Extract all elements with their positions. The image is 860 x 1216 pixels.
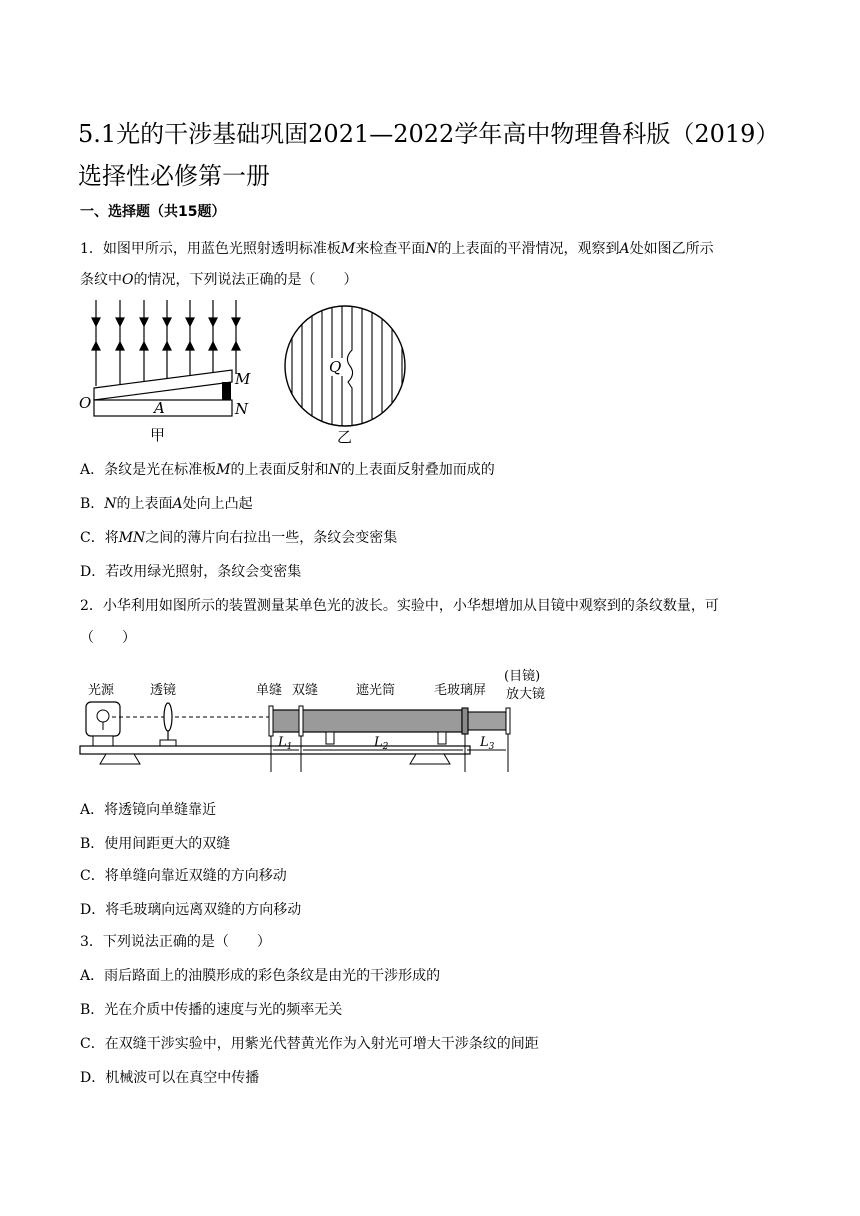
light-arrow [163,300,171,380]
label-single-slit: 单缝 [256,683,283,698]
q3-option-a: A．雨后路面上的油膜形成的彩色条纹是由光的干涉形成的 [80,968,441,984]
label-n: N [235,400,249,418]
glass-screen [462,708,468,734]
q1-figure-a [76,298,266,448]
bench-foot [100,754,140,764]
figure-a-caption: 甲 [150,426,166,444]
label-tube: 遮光筒 [356,683,396,698]
q2-apparatus-figure [78,664,558,776]
field-of-view-circle [285,306,405,426]
dimension-l2: $L_2$ [374,735,389,752]
bulb [97,710,109,722]
q1-figure-b [280,298,410,450]
q2-option-d: D．将毛玻璃向远离双缝的方向移动 [80,902,302,918]
thin-spacer [222,382,231,400]
light-arrow [186,300,194,378]
q1-stem-line-2: 条纹中O的情况，下列说法正确的是（ ） [80,272,358,288]
light-arrow [116,300,124,384]
q2-stem-line-1: 2．小华利用如图所示的装置测量某单色光的波长。实验中，小华想增加从目镜中观察到的条纹数量，可 [80,598,719,614]
lens [164,703,172,731]
q2-stem-line-2: （ ） [80,630,136,646]
q1-option-a: A．条纹是光在标准板M的上表面反射和N的上表面反射叠加而成的 [80,462,495,478]
label-q: Q [329,358,342,376]
single-slit [269,706,273,736]
q2-option-b: B．使用间距更大的双缝 [80,836,231,852]
standard-plate-m [94,370,232,400]
q3-option-c: C．在双缝干涉实验中，用紫光代替黄光作为入射光可增大干涉条纹的间距 [80,1036,539,1052]
label-o: O [79,394,92,412]
dimension-l1: $L_1$ [278,735,293,752]
label-eyepiece-2: 放大镜 [506,687,546,702]
magnifier [506,708,510,734]
light-arrow [209,300,217,376]
label-m: M [235,370,251,388]
label-light-source: 光源 [88,683,115,698]
label-lens: 透镜 [150,683,177,698]
double-slit [299,706,303,736]
q3-option-d: D．机械波可以在真空中传播 [80,1070,260,1086]
light-arrow [92,300,100,386]
q1-option-c: C．将MN之间的薄片向右拉出一些，条纹会变密集 [80,530,398,546]
light-source-stand [93,736,113,746]
figure-b-caption: 乙 [337,428,353,446]
q2-option-a: A．将透镜向单缝靠近 [80,802,217,818]
q1-stem-line-1: 1．如图甲所示，用蓝色光照射透明标准板M来检查平面N的上表面的平滑情况，观察到A处如图乙所示 [80,241,714,257]
q3-option-b: B．光在介质中传播的速度与光的频率无关 [80,1002,343,1018]
label-eyepiece-1: (目镜) [504,669,541,684]
lens-stand [160,740,176,746]
bench-foot [410,754,450,764]
document-title: 5.1光的干涉基础巩固2021—2022学年高中物理鲁科版（2019）选择性必修第一册 [78,120,780,190]
light-arrow [232,300,240,374]
label-double-slit: 双缝 [292,683,319,698]
q1-option-b: B．N的上表面A处向上凸起 [80,496,253,512]
label-screen: 毛玻璃屏 [434,683,487,698]
q3-stem: 3．下列说法正确的是（ ） [80,934,271,950]
section-heading: 一、选择题（共15题） [80,204,226,220]
light-arrow [140,300,148,382]
eyepiece-tube [468,712,506,730]
label-a: A [154,399,165,417]
dimension-l3: $L_3$ [480,735,495,752]
bent-fringe-line [347,298,352,438]
q2-option-c: C．将单缝向靠近双缝的方向移动 [80,868,287,884]
q1-option-d: D．若改用绿光照射，条纹会变密集 [80,564,302,580]
